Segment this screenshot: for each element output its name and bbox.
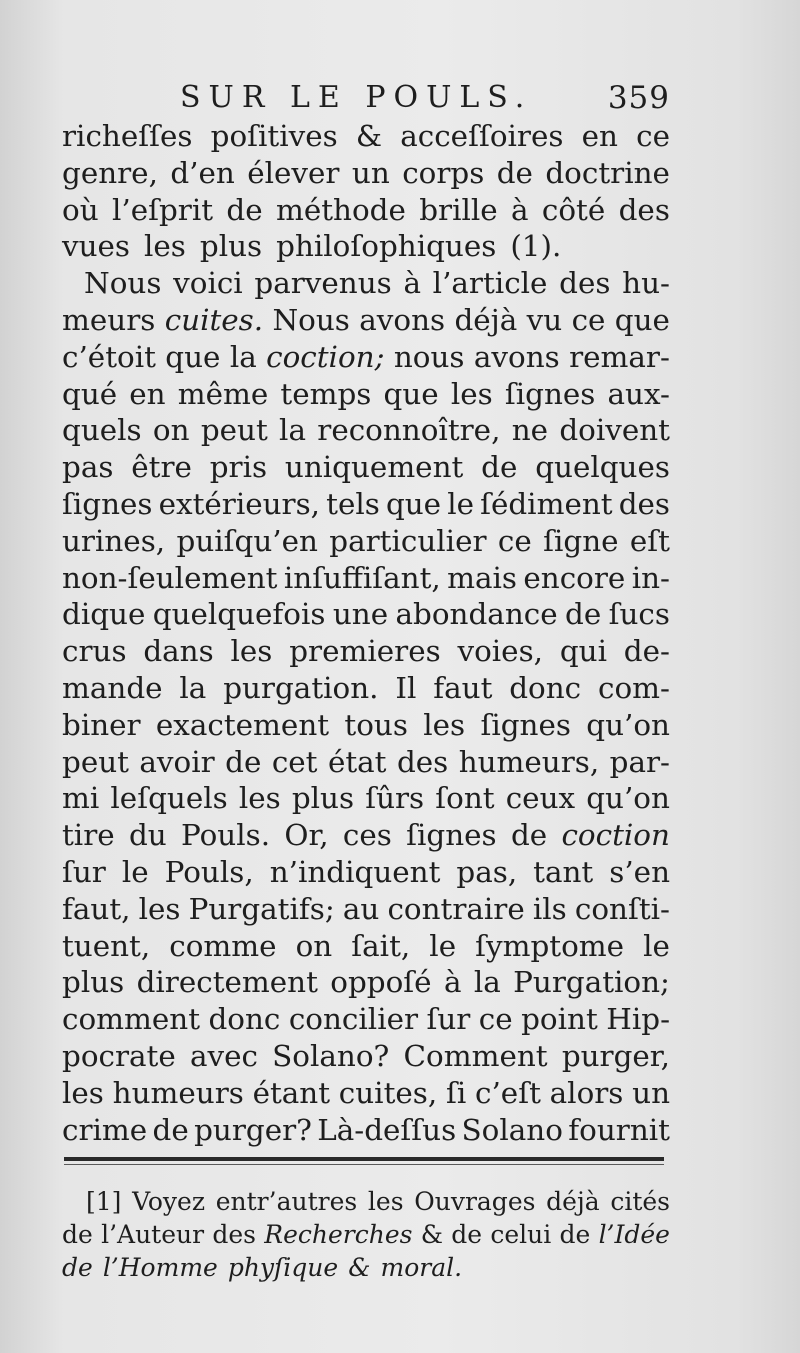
word: mi: [62, 781, 100, 816]
word: c’eſt: [475, 1075, 541, 1110]
word: temps: [280, 376, 372, 411]
word: les: [423, 707, 466, 742]
word: que: [383, 376, 439, 411]
word: de: [226, 192, 263, 227]
word: être: [131, 450, 192, 485]
word: les: [230, 634, 273, 669]
word: étant: [252, 1075, 331, 1110]
word: tels: [326, 486, 380, 521]
word: faut: [433, 670, 493, 705]
word: déjà: [546, 1187, 600, 1216]
word: phyſique: [227, 1253, 339, 1282]
word: peut: [62, 744, 129, 779]
word: des: [396, 744, 449, 779]
word: ſont: [435, 781, 495, 816]
word: ſignes: [62, 486, 153, 521]
word: cuites,: [338, 1075, 438, 1110]
word: Là-deſſus: [317, 1112, 457, 1147]
text-line: [62, 228, 670, 265]
word: avons: [359, 302, 446, 337]
text-line: [62, 118, 670, 155]
word: hu-: [622, 266, 670, 301]
word: concilier: [288, 1002, 419, 1037]
word: Ouvrages: [414, 1187, 536, 1216]
text-line: [62, 633, 670, 670]
word: fournit: [568, 1112, 670, 1147]
word: tuent,: [62, 928, 151, 963]
word: avons: [473, 339, 560, 374]
word: de: [451, 1220, 483, 1249]
word: à: [511, 192, 529, 227]
word: du: [128, 818, 167, 853]
word: richeſſes: [62, 119, 193, 153]
word: pas,: [456, 854, 518, 889]
word: l’Idée: [598, 1220, 670, 1249]
word: &: [355, 119, 383, 153]
word: exactement: [155, 707, 330, 742]
word: des: [559, 266, 611, 301]
word: d’en: [170, 155, 235, 190]
word: comme: [169, 928, 277, 963]
word: moral.: [380, 1253, 463, 1282]
word: les: [238, 781, 281, 816]
word: avoir: [139, 744, 215, 779]
word: une: [332, 597, 389, 632]
word: nous: [393, 339, 465, 374]
word: le: [447, 486, 474, 521]
word: état: [327, 744, 387, 779]
word: méthode: [275, 192, 406, 227]
word: biner: [62, 707, 141, 742]
word: de: [559, 1220, 591, 1249]
word: quelquefois: [152, 597, 326, 632]
word: Purgation;: [513, 965, 670, 1000]
word: en: [581, 119, 618, 153]
word: cuites.: [164, 302, 264, 337]
word: Or,: [284, 818, 329, 853]
word: dique: [62, 597, 146, 632]
word: de: [510, 818, 548, 853]
text-line: [62, 1038, 670, 1075]
word: même: [177, 376, 269, 411]
word: [1]: [86, 1187, 122, 1216]
word: ſignes: [480, 707, 571, 742]
text-line: [62, 1112, 670, 1149]
word: Voyez: [132, 1187, 206, 1216]
word: ce: [571, 302, 606, 337]
word: l’eſprit: [111, 192, 214, 227]
text-line: [62, 1001, 670, 1038]
word: mande: [62, 670, 163, 705]
word: meurs: [62, 302, 156, 337]
word: côté: [541, 192, 606, 227]
word: ce: [636, 119, 670, 153]
word: Recherches: [264, 1220, 413, 1249]
word: à: [403, 266, 421, 301]
word: plus: [199, 229, 263, 264]
word: les: [138, 891, 181, 926]
word: vu: [526, 302, 563, 337]
footnote-rule-thin: [64, 1164, 664, 1165]
word: voici: [173, 266, 243, 301]
word: alors: [549, 1075, 624, 1110]
word: Comment: [403, 1038, 548, 1073]
word: Nous: [84, 266, 162, 301]
word: tire: [62, 818, 115, 853]
word: donc: [509, 670, 582, 705]
word: ceux: [505, 781, 576, 816]
word: aux-: [607, 376, 670, 411]
word: humeurs: [112, 1075, 244, 1110]
word: des: [618, 192, 670, 227]
word: où: [62, 192, 99, 227]
word: de: [481, 450, 518, 485]
running-title: SUR LE POULS.: [180, 80, 533, 115]
word: comment: [62, 1002, 201, 1037]
text-line: [62, 523, 670, 560]
word: entr’autres: [215, 1187, 358, 1216]
word: ſûrs: [365, 781, 425, 816]
word: peut: [200, 413, 268, 448]
running-head: [180, 78, 670, 118]
word: ſi: [445, 1075, 467, 1110]
word: coction: [561, 818, 670, 853]
word: parvenus: [254, 266, 392, 301]
word: s’en: [609, 854, 670, 889]
word: purger?: [194, 1112, 312, 1147]
text-line: [62, 376, 670, 413]
word: Solano: [461, 1112, 563, 1147]
word: c’étoit: [62, 339, 156, 374]
word: brille: [419, 192, 498, 227]
word: pas: [62, 450, 114, 485]
word: ces: [342, 818, 392, 853]
word: ne: [511, 413, 549, 448]
word: des: [212, 1220, 256, 1249]
word: philoſophiques: [276, 229, 497, 264]
text-line: [62, 707, 670, 744]
word: &: [348, 1253, 371, 1282]
word: de-: [623, 634, 670, 669]
word: ſigne: [543, 523, 619, 558]
text-line: [62, 449, 670, 486]
word: Purgatifs;: [188, 891, 335, 926]
word: puiſqu’en: [176, 523, 318, 558]
word: doivent: [559, 413, 670, 448]
word: point: [521, 1002, 598, 1037]
word: quels: [62, 413, 142, 448]
word: de: [152, 1112, 189, 1147]
word: la: [229, 339, 257, 374]
word: l’article: [432, 266, 548, 301]
word: Nous: [272, 302, 350, 337]
word: dans: [143, 634, 214, 669]
word: qué: [62, 376, 118, 411]
word: les: [62, 1075, 104, 1110]
word: crus: [62, 634, 127, 669]
word: corps: [402, 155, 485, 190]
word: les: [450, 376, 493, 411]
word: la: [179, 670, 207, 705]
text-line: [62, 560, 670, 597]
word: purger,: [561, 1038, 670, 1073]
word: (1).: [510, 229, 562, 264]
word: en: [129, 376, 166, 411]
text-line: [62, 339, 670, 376]
word: urines,: [62, 523, 166, 558]
word: ſignes: [406, 818, 497, 853]
word: com-: [598, 670, 670, 705]
word: le: [643, 928, 670, 963]
text-line: [62, 486, 670, 523]
word: premieres: [289, 634, 441, 669]
word: donc: [208, 1002, 281, 1037]
text-line: [62, 780, 670, 817]
word: celui: [490, 1220, 552, 1249]
word: tant: [533, 854, 594, 889]
word: qui: [559, 634, 607, 669]
text-line: [62, 155, 670, 192]
word: cet: [271, 744, 318, 779]
word: avec: [189, 1038, 258, 1073]
text-line: [62, 265, 670, 302]
word: in-: [631, 560, 670, 595]
word: pris: [209, 450, 268, 485]
word: n’indiquent: [269, 854, 441, 889]
word: un: [351, 155, 390, 190]
text-line: [62, 302, 670, 339]
word: directement: [136, 965, 318, 1000]
word: on: [152, 413, 190, 448]
word: inſuffiſant,: [283, 560, 441, 595]
word: ce: [478, 1002, 513, 1037]
word: des: [618, 486, 670, 521]
text-line: [62, 964, 670, 1001]
text-line: [62, 928, 670, 965]
word: particulier: [329, 523, 487, 558]
footnote-rule: [64, 1157, 664, 1161]
word: eſt: [629, 523, 670, 558]
text-line: [62, 1075, 670, 1112]
word: humeurs,: [458, 744, 600, 779]
word: conſti-: [574, 891, 670, 926]
word: de: [225, 744, 262, 779]
body-text: [62, 118, 670, 1148]
word: extérieurs,: [158, 486, 321, 521]
word: non-ſeulement: [62, 560, 278, 595]
word: élever: [247, 155, 340, 190]
word: que: [614, 302, 670, 337]
word: que: [385, 486, 442, 521]
word: genre,: [62, 155, 158, 190]
word: coction;: [266, 339, 385, 374]
word: Hip-: [606, 1002, 670, 1037]
word: ſur: [426, 1002, 471, 1037]
word: poſitives: [210, 119, 338, 153]
word: on: [295, 928, 333, 963]
footnote-line: [62, 1218, 670, 1251]
word: faut,: [62, 891, 131, 926]
word: plus: [291, 781, 355, 816]
text-line: [62, 854, 670, 891]
word: les: [144, 229, 186, 264]
word: la: [473, 965, 501, 1000]
word: déjà: [454, 302, 518, 337]
word: abondance: [395, 597, 558, 632]
word: mais: [447, 560, 518, 595]
word: oppoſé: [330, 965, 432, 1000]
word: ſait,: [351, 928, 411, 963]
word: ſymptome: [475, 928, 625, 963]
word: les: [367, 1187, 404, 1216]
word: par-: [609, 744, 670, 779]
word: le: [429, 928, 457, 963]
word: remar-: [569, 339, 670, 374]
word: ſur: [62, 854, 106, 889]
word: la: [279, 413, 306, 448]
footnote-line: [62, 1185, 670, 1218]
word: plus: [62, 965, 125, 1000]
word: ſédiment: [480, 486, 613, 521]
word: Il: [395, 670, 417, 705]
word: de: [62, 1220, 93, 1249]
word: contraire: [387, 891, 525, 926]
word: &: [420, 1220, 443, 1249]
word: de: [496, 155, 533, 190]
word: à: [443, 965, 462, 1000]
word: vues: [62, 229, 131, 264]
word: voies,: [457, 634, 544, 669]
word: Solano?: [272, 1038, 390, 1073]
word: de: [62, 1253, 93, 1282]
word: de: [565, 597, 602, 632]
word: acceſſoires: [400, 119, 564, 153]
word: le: [121, 854, 149, 889]
word: crime: [62, 1112, 148, 1147]
word: reconnoître,: [317, 413, 501, 448]
footnote-line: [62, 1251, 670, 1284]
text-line: [62, 596, 670, 633]
word: purgation.: [223, 670, 379, 705]
word: ſucs: [608, 597, 670, 632]
word: l’Homme: [102, 1253, 218, 1282]
word: uniquement: [284, 450, 464, 485]
page-number: 359: [607, 80, 670, 116]
word: au: [342, 891, 380, 926]
word: Pouls.: [181, 818, 271, 853]
text-line: [62, 891, 670, 928]
word: quelques: [535, 450, 670, 485]
word: un: [632, 1075, 670, 1110]
text-line: [62, 817, 670, 854]
word: qu’on: [586, 781, 670, 816]
text-line: [62, 192, 670, 229]
word: tous: [344, 707, 408, 742]
word: ſignes: [504, 376, 596, 411]
word: l’Auteur: [101, 1220, 205, 1249]
word: pocrate: [62, 1038, 176, 1073]
footnote: [62, 1185, 670, 1284]
word: Pouls,: [164, 854, 254, 889]
word: qu’on: [586, 707, 670, 742]
word: cités: [610, 1187, 670, 1216]
word: doctrine: [545, 155, 670, 190]
word: encore: [523, 560, 626, 595]
text-line: [62, 670, 670, 707]
text-line: [62, 744, 670, 781]
word: ce: [497, 523, 532, 558]
text-line: [62, 412, 670, 449]
word: leſquels: [110, 781, 228, 816]
word: ils: [532, 891, 567, 926]
word: que: [165, 339, 221, 374]
